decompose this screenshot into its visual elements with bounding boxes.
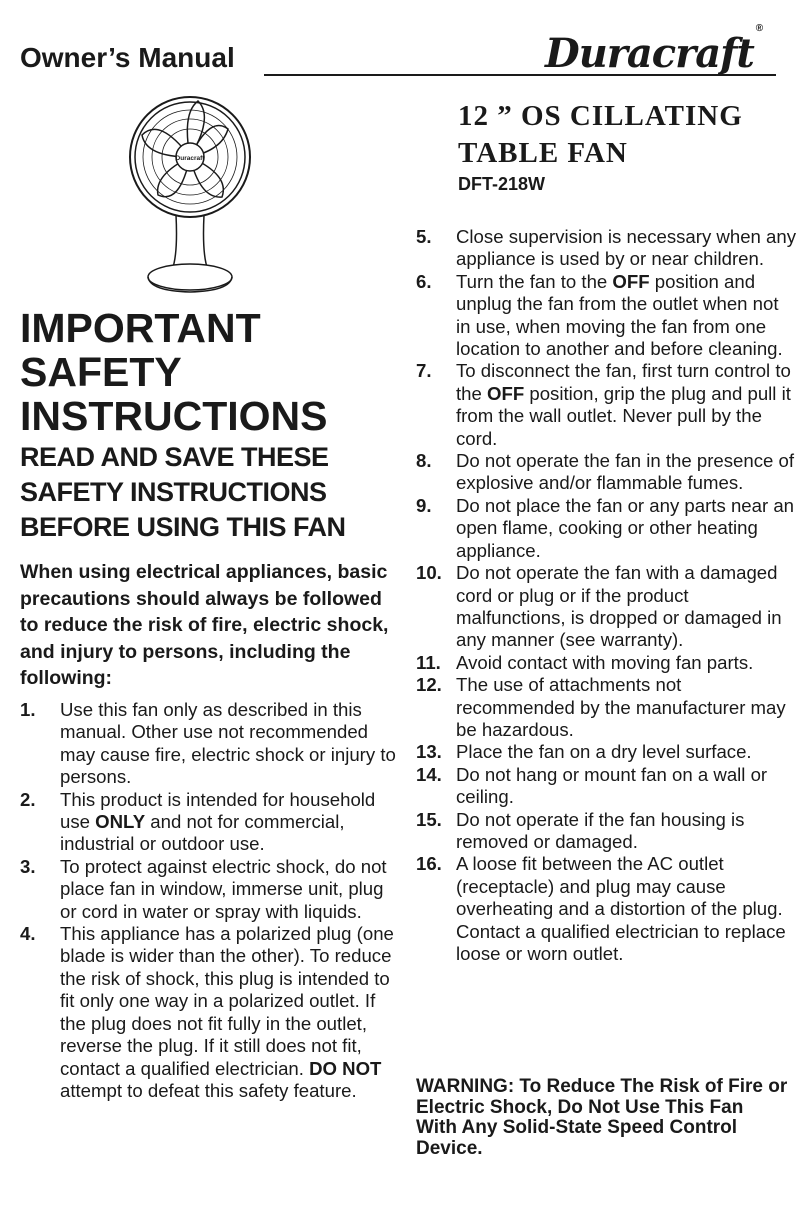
item-text: Turn the fan to the [456,270,613,292]
instructions-list-left [20,699,400,1102]
item-text: This appliance has a polarized plug (one blade is wider than the other). To reduce the risk of shock, this plug is intended to fit only one way in a polarized outlet. If the plug does not fit fully in the outlet, reverse the plug. If it still does not fit, contact a qualified electrician. [60,923,394,1079]
item-number: 10. [416,562,442,584]
list-item [416,271,798,361]
item-emphasis: OFF [487,382,525,404]
item-number: 5. [416,226,432,247]
model-number: DFT-218W [458,174,546,194]
item-text: Avoid contact with moving fan parts. [456,651,754,673]
item-number: 8. [416,450,432,472]
item-text: Do not operate the fan with a damaged cord or plug or if the product malfunctions, is dropped or damaged in any manner (see warranty). [456,562,782,651]
warning-text: WARNING: To Reduce The Risk of Fire or Electric Shock, Do Not Use This Fan With Any Solid-State Speed Control Device. [416,1076,788,1159]
item-text: position, grip the plug and pull it from the wall outlet. Never pull by the cord. [456,382,791,449]
item-number: 3. [20,855,36,877]
fan-brand-label: Duracraft [175,155,205,162]
safety-intro: When using electrical appliances, basic precautions should always be followed to reduce the risk of fire, electric shock, and injury to persons, including the following: [20,561,389,689]
list-item [20,699,400,789]
brand-logo [545,22,763,77]
list-item [20,856,400,923]
item-text: To disconnect the fan, first turn control to the [456,360,791,404]
item-number: 11. [416,651,441,673]
item-number: 7. [416,360,432,382]
item-text: This product is intended for household use [60,788,376,833]
item-text: Do not operate the fan in the presence of explosive and/or flammable fumes. [456,450,795,494]
safety-heading: IMPORTANT SAFETY INSTRUCTIONS [20,305,328,439]
item-text: and not for commercial, industrial or outdoor use. [60,811,345,855]
list-item [416,853,798,965]
item-text: To protect against electric shock, do not place fan in window, immerse unit, plug or cord in water or spray with liquids. [60,855,387,922]
item-text: Do not place the fan or any parts near an open flame, cooking or other heating appliance. [456,494,795,561]
item-emphasis: DO NOT [309,1057,382,1079]
list-item [416,764,798,809]
item-number: 13. [416,741,442,763]
item-number: 1. [20,699,36,720]
list-item [416,674,798,741]
item-number: 4. [20,923,36,945]
fan-illustration [110,95,270,300]
item-emphasis: OFF [612,270,650,292]
product-title-line2: TABLE FAN [458,137,628,169]
item-number: 16. [416,853,442,875]
item-number: 14. [416,763,442,785]
item-number: 12. [416,674,442,696]
item-text: Do not operate if the fan housing is removed or damaged. [456,808,745,852]
list-item [416,450,798,495]
item-text: attempt to defeat this safety feature. [60,1079,357,1101]
item-number: 9. [416,494,432,516]
safety-subheading: READ AND SAVE THESE SAFETY INSTRUCTIONS BEFORE USING THIS FAN [20,442,346,542]
list-item [416,809,798,854]
registered-mark: ® [755,22,763,34]
item-number: 2. [20,788,36,810]
item-text: The use of attachments not recommended by the manufacturer may be hazardous. [456,674,786,740]
item-text: A loose fit between the AC outlet (receptacle) and plug may cause overheating and a distortion of the plug. Contact a qualified electrician to replace loose or worn outlet. [456,853,786,964]
list-item [416,360,798,450]
item-text: Place the fan on a dry level surface. [456,741,752,763]
item-text: Use this fan only as described in this manual. Other use not recommended may cause fire, electric shock or injury to persons. [60,699,396,788]
item-number: 6. [416,270,432,292]
item-text: Do not hang or mount fan on a wall or ceiling. [456,763,768,808]
item-number: 15. [416,808,442,830]
item-text: Close supervision is necessary when any appliance is used by or near children. [456,226,797,270]
list-item [20,923,400,1102]
list-item [416,652,798,674]
list-item [416,495,798,562]
brand-name: Duracraft [545,30,754,77]
list-item [20,789,400,856]
instructions-list-right [416,226,798,965]
list-item [416,562,798,652]
list-item [416,226,798,271]
item-emphasis: ONLY [95,811,146,833]
owners-manual-label: Owner’s Manual [20,42,235,73]
product-title-line1: 12 ” OS CILLATING [458,100,743,132]
product-title [458,98,743,172]
item-text: position and unplug the fan from the outlet when not in use, when moving the fan from one location to another and before cleaning. [456,270,783,360]
list-item [416,741,798,763]
